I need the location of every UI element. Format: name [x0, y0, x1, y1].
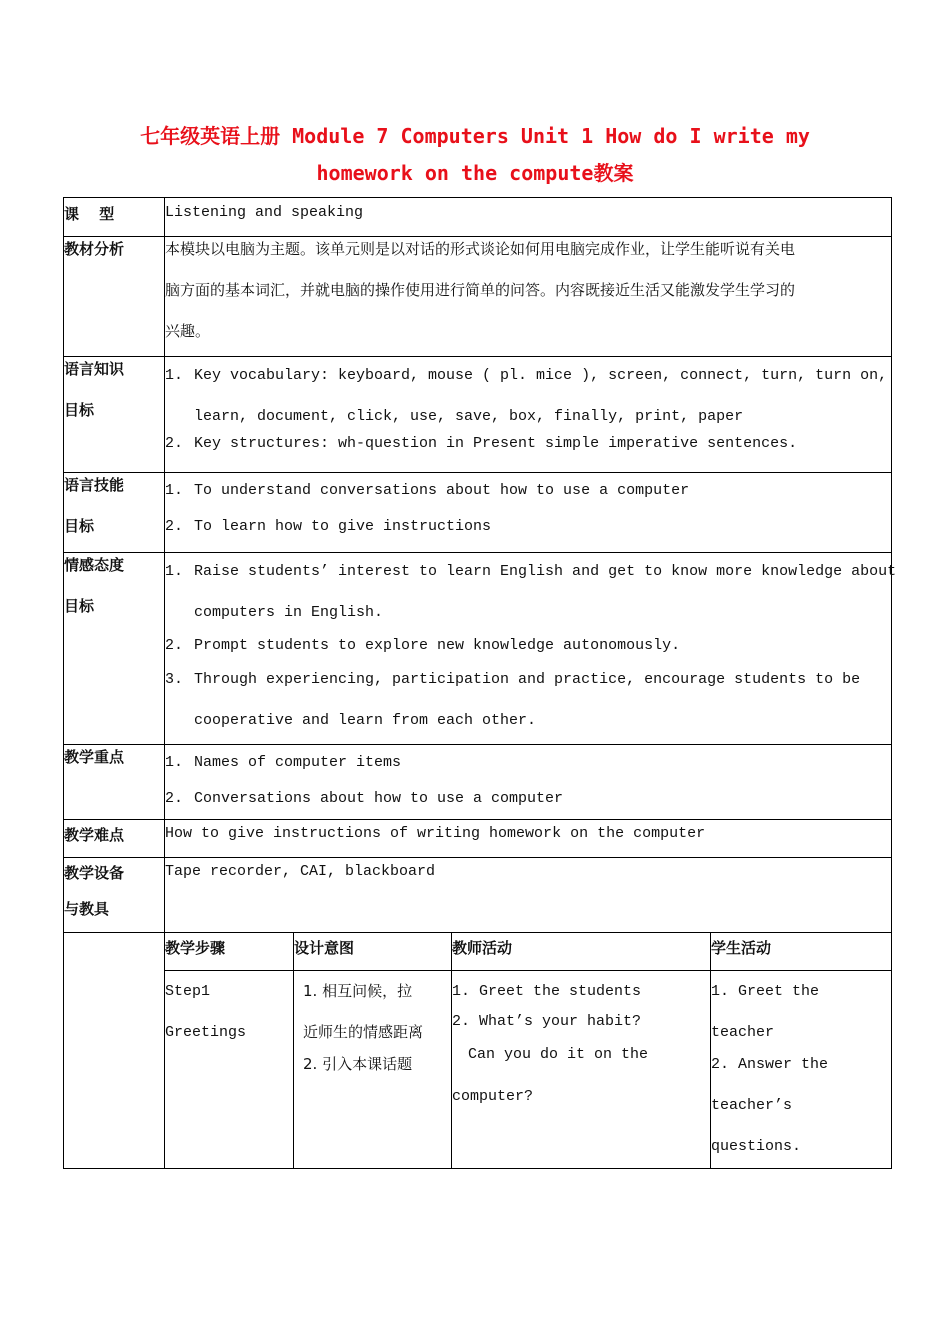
lesson-plan-table [63, 197, 897, 1169]
row-material-analysis [64, 237, 892, 357]
label-attitude-goals: 情感态度 目标 [64, 553, 165, 745]
attitude-item: 2. Prompt students to explore new knowledge autonomously. [165, 637, 681, 654]
step1-teacher-activity: 1. Greet the students 2. What’s your habit? Can you do it on the computer? [452, 971, 711, 1169]
step1-row [64, 971, 892, 1169]
value-key-points [165, 745, 892, 820]
skill-item: 2. To learn how to give instructions [165, 518, 492, 535]
label-equipment: 教学设备 与教具 [64, 858, 165, 933]
step1-intent: 1. 相互问候，拉 近师生的情感距离 2. 引入本课话题 [294, 971, 452, 1169]
label-difficulties: 教学难点 [64, 820, 165, 858]
row-equipment [64, 858, 892, 933]
label-skill-goals: 语言技能 目标 [64, 473, 165, 553]
label-material-analysis: 教材分析 [64, 237, 165, 357]
row-skill-goals [64, 473, 892, 553]
label-knowledge-goals: 语言知识 目标 [64, 357, 165, 473]
value-material-analysis [165, 237, 892, 357]
value-knowledge-goals [165, 357, 892, 473]
key-point-item: 2. Conversations about how to use a computer [165, 790, 564, 807]
label-key-points: 教学重点 [64, 745, 165, 820]
knowledge-item: 2. Key structures: wh-question in Present simple imperative sentences. [165, 435, 798, 452]
row-knowledge-goals [64, 357, 892, 473]
analysis-line: 本模块以电脑为主题。该单元则是以对话的形式谈论如何用电脑完成作业，让学生能听说有关电 [165, 240, 796, 258]
value-attitude-goals [165, 553, 897, 745]
header-teacher-activity: 教师活动 [452, 933, 711, 971]
document-title [0, 118, 950, 192]
attitude-item: 3. Through experiencing, participation and practice, encourage students to be cooperative and learn from each other. [165, 671, 861, 729]
header-teaching-steps: 教学步骤 [165, 933, 294, 971]
value-difficulties: How to give instructions of writing homework on the computer [165, 820, 892, 858]
attitude-item: 1. Raise students’ interest to learn English and get to know more knowledge about computers in English. [165, 563, 897, 621]
value-skill-goals [165, 473, 892, 553]
header-student-activity: 学生活动 [711, 933, 892, 971]
analysis-line: 脑方面的基本词汇，并就电脑的操作使用进行简单的问答。内容既接近生活又能激发学生学习的 [165, 281, 796, 299]
step1-step: Step1 Greetings [165, 971, 294, 1169]
value-lesson-type: Listening and speaking [165, 198, 892, 237]
steps-header-row [64, 933, 892, 971]
header-design-intent: 设计意图 [294, 933, 452, 971]
analysis-line: 兴趣。 [165, 322, 211, 340]
knowledge-item: 1. Key vocabulary: keyboard, mouse ( pl. mice ), screen, connect, turn, turn on, learn, document, click, use, save, box, finally, print, paper [165, 367, 888, 425]
title-line-1: 七年级英语上册 Module 7 Computers Unit 1 How do I write my [140, 124, 810, 148]
value-equipment: Tape recorder, CAI, blackboard [165, 858, 892, 933]
skill-item: 1. To understand conversations about how to use a computer [165, 482, 690, 499]
row-attitude-goals [64, 553, 892, 745]
row-key-points [64, 745, 892, 820]
key-point-item: 1. Names of computer items [165, 754, 402, 771]
title-line-2: homework on the compute教案 [316, 161, 634, 185]
label-lesson-type: 课 型 [64, 198, 165, 237]
row-difficulties [64, 820, 892, 858]
steps-blank-cell [64, 933, 165, 1169]
step1-student-activity: 1. Greet the teacher 2. Answer the teacher’s questions. [711, 971, 892, 1169]
